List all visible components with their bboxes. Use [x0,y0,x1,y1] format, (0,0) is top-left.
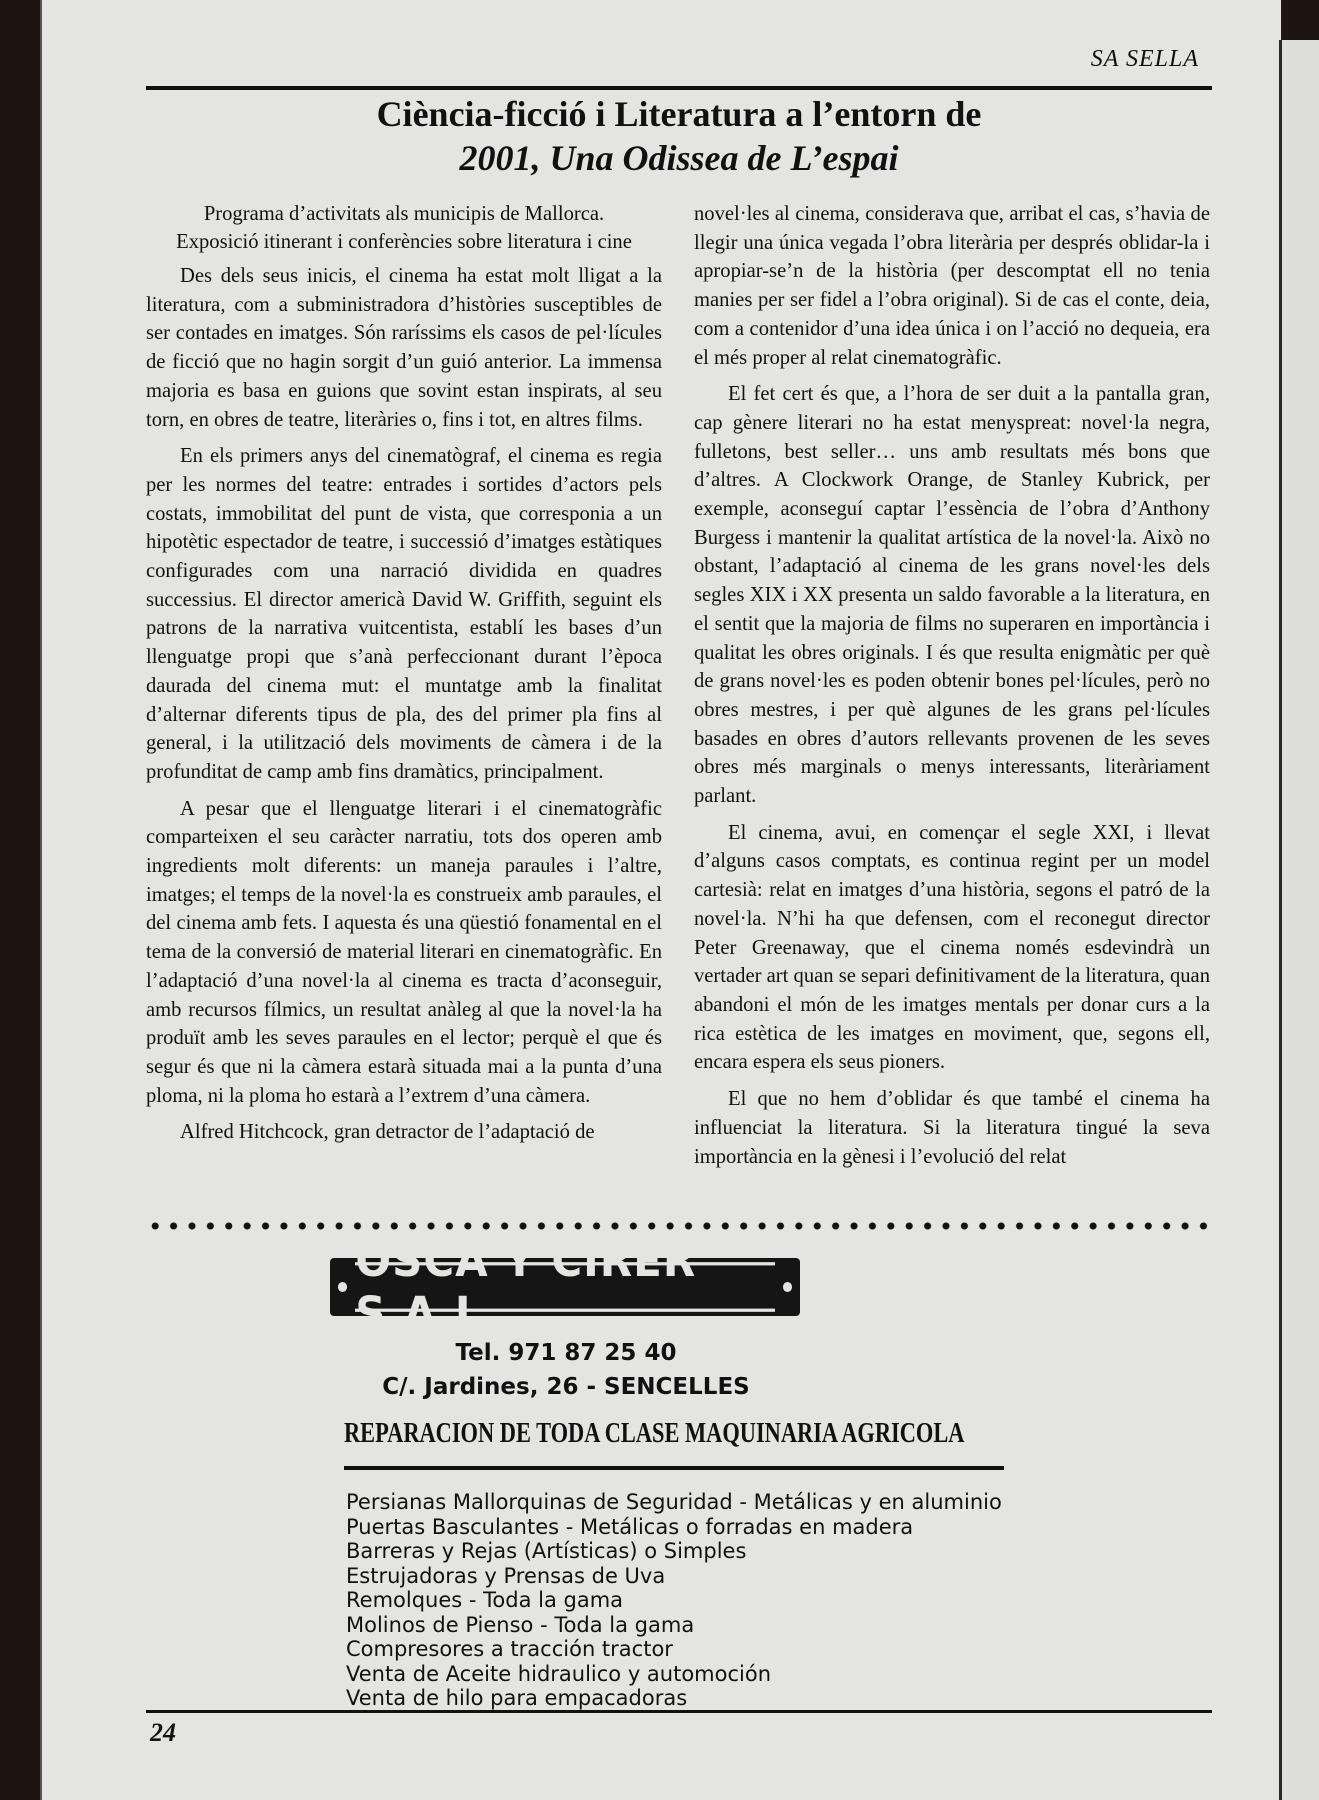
paragraph: Alfred Hitchcock, gran detractor de l’adaptació de [180,1121,595,1144]
next-page-edge [1279,40,1319,1800]
ad-address: C/. Jardines, 26 - SENCELLES [382,1374,750,1400]
service-item: Estrujadoras y Prensas de Uva [346,1563,666,1588]
paragraph: Des dels seus inicis, el cinema ha estat molt lligat a la literatura, com a subministradora d’històries susceptibles de ser contades en imatges. Són raríssims els casos de pel·lícules de ficció que no hagin sorgit d’un guió anterior. La immensa majoria es basa en guions que sovint estan inspirats, al seu torn, en obres de teatre, literàries o, fins i tot, en altres films. [146,265,662,431]
paragraph: El que no hem d’oblidar és que també el cinema ha influenciat la literatura. Si la literatura tingué la seva importància en la gènesi i l’evolució del relat [694,1088,1210,1168]
ad-rule [344,1466,1004,1470]
magazine-header: SA SELLA [1090,46,1199,72]
title-line-1: Ciència-ficció i Literatura a l’entorn de [376,94,982,134]
title-line-2: 2001, Una Odissea de L’espai [459,138,899,178]
service-item: Puertas Basculantes - Metálicas o forradas en madera [346,1514,914,1539]
services-list [346,1490,1002,1711]
article-title [146,92,1212,180]
ad-headline: REPARACION DE TODA CLASE MAQUINARIA AGRICOLA [344,1418,965,1449]
article-intro [146,200,662,256]
paragraph: El cinema, avui, en començar el segle XXI, i llevat d’alguns casos comptats, es continua regint per un model cartesià: relat en imatges d’una història, segons el patró de la novel·la. N’hi ha que defensen, com el reconegut director Peter Greenaway, que el cinema només esdevindrà un vertader art quan se separi definitivament de la literatura, quan abandoni el món de les imatges mentals per donar curs a la rica estètica de les imatges en moviment, que, segons ell, encara espera els seus pioners. [694,821,1210,1074]
intro-line-2: Exposició itinerant i conferències sobre literatura i cine [176,231,632,253]
paragraph: A pesar que el llenguatge literari i el cinematogràfic comparteixen el seu caràcter narratiu, tots dos operen amb ingredients molt diferents: un maneja paraules i l’altre, imatges; el temps de la novel·la es construeix amb paraules, el del cinema amb fets. I aquesta és una qüestió fonamental en el tema de la conversió de material literari en cinematogràfic. En l’adaptació d’una novel·la al cinema es tracta d’aconseguir, amb recursos fílmics, un resultat anàleg al que la novel·la ha produït amb les seves paraules en el lector; perquè el que és segur és que ni la càmera estarà situada mai a la punta d’una ploma, ni la ploma ho estarà a l’extrem d’una càmera. [146,797,662,1107]
service-item: Venta de Aceite hidraulico y automoción [346,1661,772,1686]
page-number: 24 [150,1718,176,1747]
paragraph: En els primers anys del cinematògraf, el cinema es regia per les normes del teatre: entrades i sortides d’actors pels costats, immobilitat del punt de vista, que corresponia a un hipotètic espectador de teatre, i successió d’imatges estàtiques configurades com una narració dividida en quadres successius. El director americà David W. Griffith, seguint els patrons de la narrativa vuitcentista, establí les bases d’un llenguatge propi que s’anà perfeccionant durant l’època daurada del cinema mut: el muntatge amb la finalitat d’alternar diferents tipus de pla, des del primer pla fins al general, i la utilització dels moviments de càmera i de la profunditat de camp amb fins dramàtics, principalment. [146,445,662,783]
logo-bolt-icon [783,1282,792,1292]
ad-telephone: Tel. 971 87 25 40 [455,1340,677,1366]
header-rule [146,86,1212,90]
service-item: Compresores a tracción tractor [346,1637,673,1661]
service-item: Barreras y Rejas (Artísticas) o Simples [346,1539,747,1563]
logo-text: OSCA Y CIRER S.A.L. [355,1262,774,1312]
service-item: Persianas Mallorquinas de Seguridad - Metálicas y en aluminio [346,1490,1002,1514]
right-column [694,200,1210,1179]
paragraph: El fet cert és que, a l’hora de ser duit a la pantalla gran, cap gènere literari no ha estat menyspreat: novel·la negra, fulletons, best seller… uns amb resultats més bons que d’altres. A Clockwork Orange, de Stanley Kubrick, per exemple, aconseguí captar l’essència de l’obra d’Anthony Burgess i mantenir la qualitat artística de la novel·la. Això no obstant, l’adaptació al cinema de les grans novel·les dels segles XIX i XX presenta un saldo favorable a la literatura, en el sentit que la majoria de films no superaren en importància i qualitat les obres originals. I és que resulta enigmàtic per què de grans novel·les es poden obtenir bones pel·lícules, però no obres mestres, i per què algunes de les grans pel·lícules basades en obres d’autors rellevants provenen de les seves obres més marginals o menys interessants, literàriament parlant. [694,383,1210,808]
intro-line-1: Programa d’activitats als municipis de Mallorca. [203,203,605,225]
company-logo [330,1234,800,1340]
footer-rule [146,1710,1212,1713]
paragraph: novel·les al cinema, considerava que, arribat el cas, s’havia de llegir una única vegada l’obra literària per després oblidar-la i apropiar-se’n de la història (per descomptat ell no tenia manies per ser fidel a l’obra original). Si de cas el conte, deia, com a contenidor d’una idea única i on l’acció no dequeia, era el més proper al relat cinematogràfic. [694,203,1210,369]
logo-bolt-icon [338,1282,347,1292]
service-item: Molinos de Pienso - Toda la gama [346,1612,695,1637]
service-item: Venta de hilo para empacadoras [346,1686,688,1710]
left-column [146,200,662,1155]
dotted-separator [146,1221,1212,1231]
service-item: Remolques - Toda la gama [346,1588,624,1612]
advertisement [146,1234,1212,1710]
